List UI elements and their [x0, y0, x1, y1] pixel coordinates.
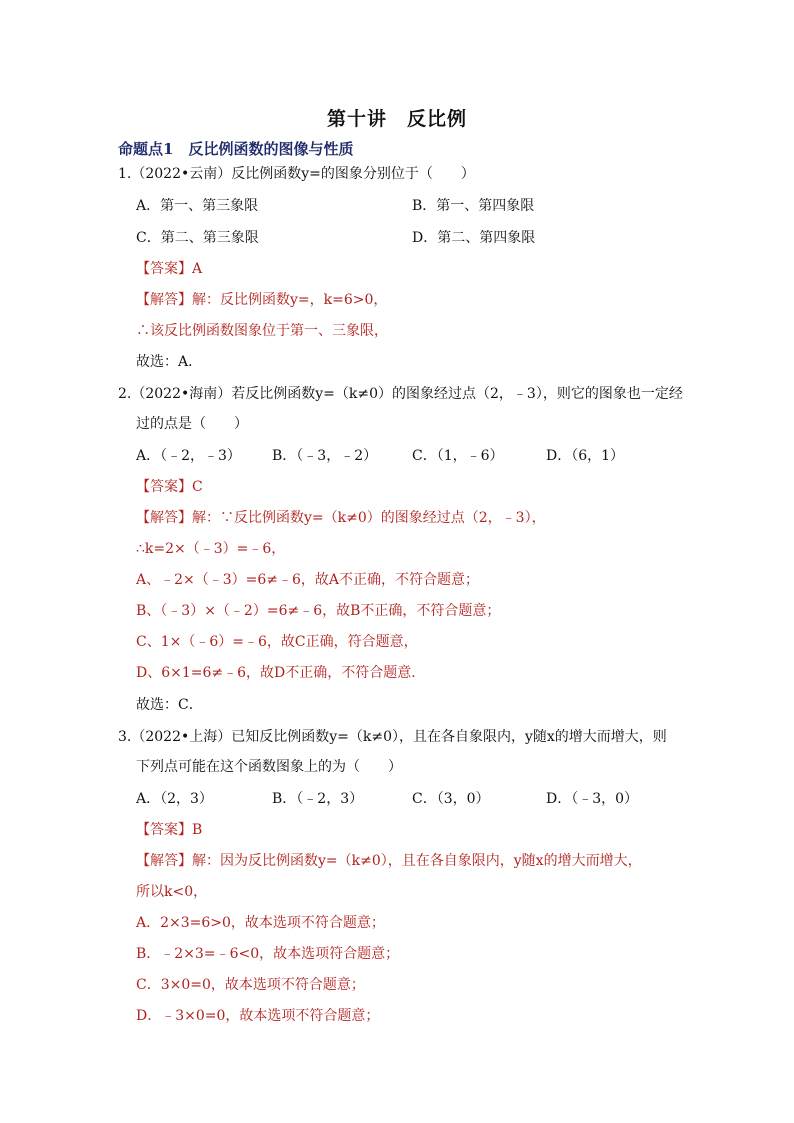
- q2-option-a: A．（﹣2，﹣3）: [136, 448, 241, 464]
- q3-option-b: B．（﹣2，3）: [272, 791, 364, 807]
- q3-solution-line-3: A．2×3=6>0，故本选项不符合题意；: [136, 915, 385, 931]
- q3-option-c: C．（3，0）: [412, 791, 490, 807]
- q2-solution-line-4: B、（﹣3）×（﹣2）=6≠﹣6，故B不正确，不符合题意；: [136, 603, 501, 619]
- q1-option-a: A．第一、第三象限: [136, 198, 259, 214]
- q1-solution-line-3: 故选：A．: [136, 354, 203, 370]
- q2-solution-line-6: D、6×1=6≠﹣6，故D不正确，不符合题意．: [136, 665, 426, 681]
- q3-stem-line-1: 3.（2022•上海）已知反比例函数y=（k≠0），且在各自象限内，y随x的增大而增大，则: [118, 729, 667, 745]
- q2-stem-line-1: 2.（2022•海南）若反比例函数y=（k≠0）的图象经过点（2，﹣3），则它的图象也一定经: [118, 386, 683, 402]
- q3-solution-line-6: D．﹣3×0=0，故本选项不符合题意；: [136, 1008, 380, 1024]
- q3-option-d: D．（﹣3，0）: [546, 791, 639, 807]
- q1-option-c: C．第二、第三象限: [136, 230, 259, 246]
- q3-option-a: A．（2，3）: [136, 791, 213, 807]
- q3-solution-line-4: B．﹣2×3=﹣6<0，故本选项符合题意；: [136, 946, 400, 962]
- page-title: 第十讲 反比例: [326, 108, 467, 130]
- q2-answer: 【答案】C: [136, 479, 203, 495]
- q1-solution-line-1: 【解答】解：反比例函数y=，k=6>0，: [136, 292, 388, 308]
- q2-solution-line-1: 【解答】解：∵反比例函数y=（k≠0）的图象经过点（2，﹣3），: [136, 510, 546, 526]
- q2-solution-line-7: 故选：C．: [136, 697, 203, 713]
- q3-solution-line-1: 【解答】解：因为反比例函数y=（k≠0），且在各自象限内，y随x的增大而增大，: [136, 853, 642, 869]
- q2-option-c: C．（1，﹣6）: [412, 448, 504, 464]
- q3-solution-line-5: C．3×0=0，故本选项不符合题意；: [136, 977, 365, 993]
- q3-answer: 【答案】B: [136, 822, 203, 838]
- q2-option-b: B．（﹣3，﹣2）: [272, 448, 378, 464]
- q2-solution-line-5: C、1×（﹣6）=﹣6，故C正确，符合题意，: [136, 634, 418, 650]
- section-heading: 命题点1 反比例函数的图像与性质: [118, 140, 354, 158]
- q3-solution-line-2: 所以k<0，: [136, 884, 208, 900]
- q2-stem-line-2: 过的点是（ ）: [136, 416, 248, 432]
- q1-answer: 【答案】A: [136, 261, 203, 277]
- q2-solution-line-2: ∴k=2×（﹣3）=﹣6，: [136, 541, 286, 557]
- q1-option-b: B．第一、第四象限: [412, 198, 535, 214]
- q1-option-d: D．第二、第四象限: [412, 230, 536, 246]
- q2-option-d: D．（6，1）: [546, 448, 625, 464]
- q1-solution-line-2: ∴该反比例函数图象位于第一、三象限，: [136, 323, 388, 339]
- q2-solution-line-3: A、﹣2×（﹣3）=6≠﹣6，故A不正确，不符合题意；: [136, 572, 480, 588]
- q3-stem-line-2: 下列点可能在这个函数图象上的为（ ）: [136, 759, 402, 775]
- q1-stem: 1.（2022•云南）反比例函数y=的图象分别位于（ ）: [118, 166, 475, 182]
